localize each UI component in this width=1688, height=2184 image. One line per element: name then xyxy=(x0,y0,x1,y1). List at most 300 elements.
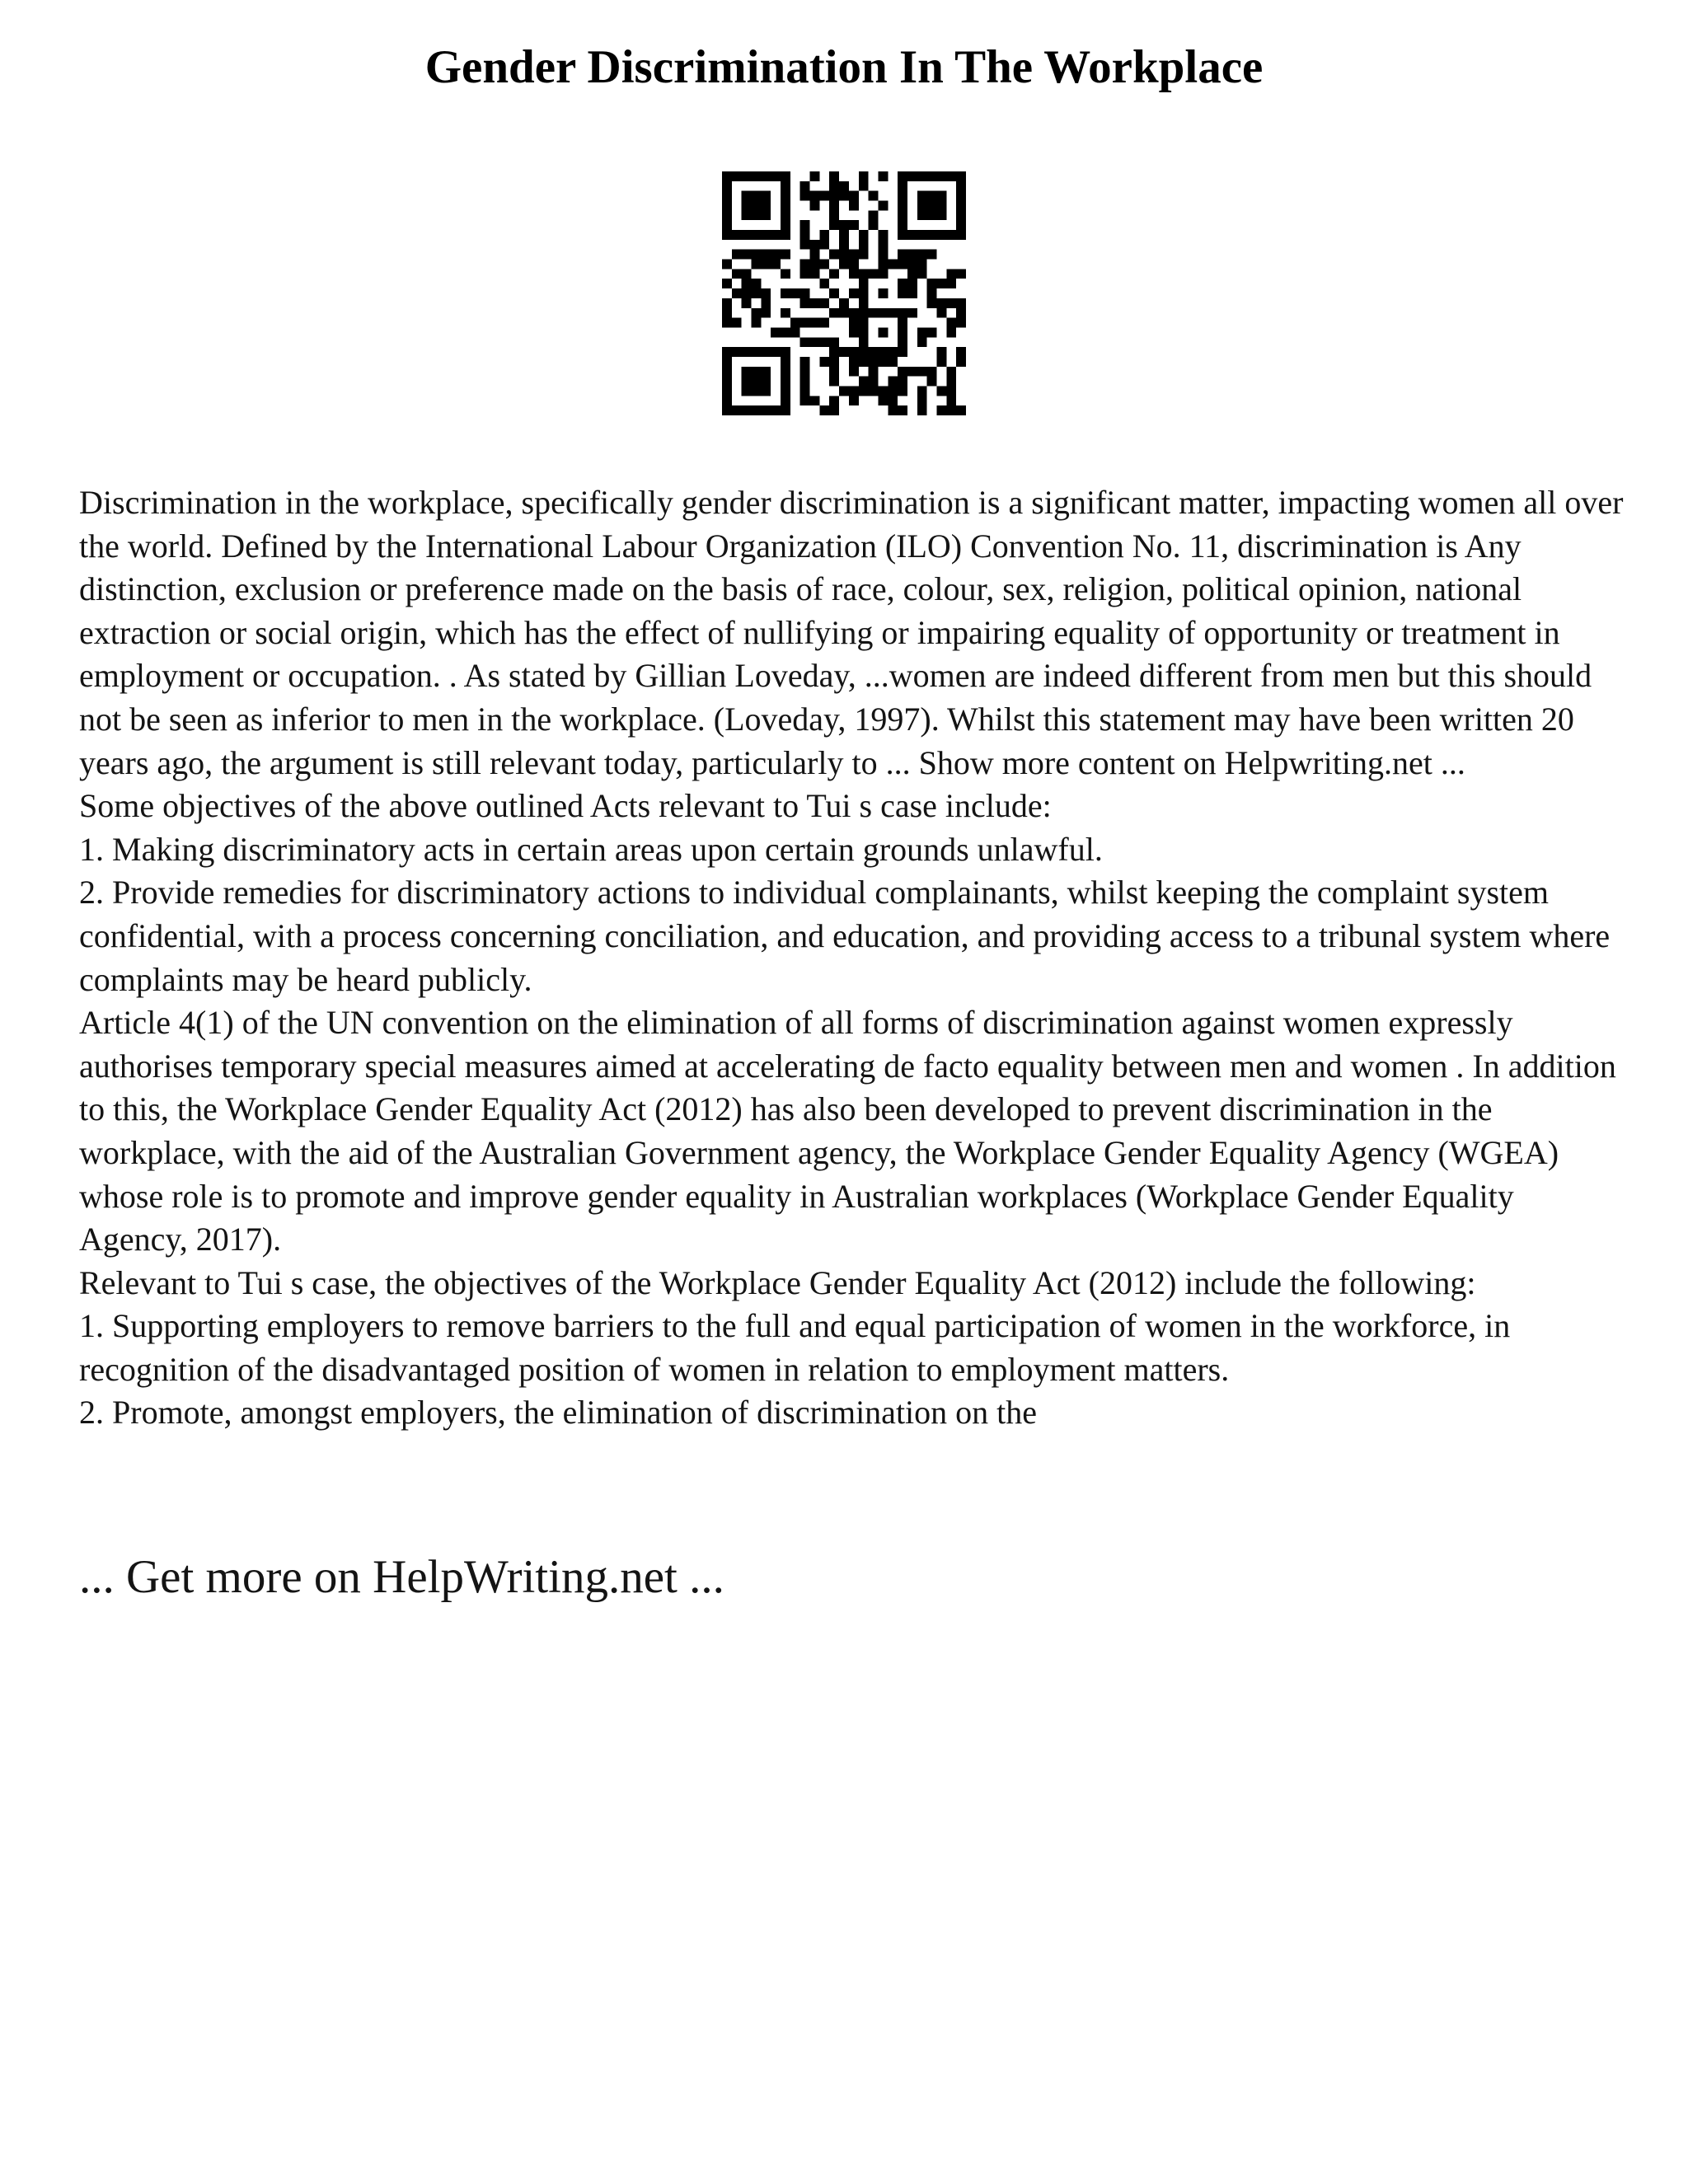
qr-module xyxy=(781,288,790,298)
qr-module xyxy=(946,367,956,377)
qr-module xyxy=(761,171,771,181)
qr-module xyxy=(888,396,898,405)
qr-module xyxy=(917,405,927,415)
qr-module xyxy=(869,210,879,220)
qr-module xyxy=(781,327,790,337)
qr-module xyxy=(839,240,849,250)
qr-module xyxy=(859,327,869,337)
qr-module xyxy=(946,269,956,279)
qr-module xyxy=(742,210,752,220)
qr-module xyxy=(829,288,839,298)
qr-module xyxy=(761,347,771,357)
qr-module xyxy=(752,347,762,357)
qr-module xyxy=(742,201,752,211)
qr-module xyxy=(946,327,956,337)
qr-module xyxy=(742,367,752,377)
qr-code-icon[interactable] xyxy=(722,171,966,415)
qr-module xyxy=(839,386,849,396)
qr-module xyxy=(829,269,839,279)
qr-module xyxy=(927,279,937,288)
qr-module xyxy=(878,201,888,211)
qr-module xyxy=(829,201,839,211)
qr-module xyxy=(917,327,927,337)
qr-module xyxy=(907,230,917,240)
qr-module xyxy=(829,347,839,357)
qr-module xyxy=(898,288,907,298)
qr-module xyxy=(946,279,956,288)
qr-module xyxy=(781,347,790,357)
paragraph-article-4: Article 4(1) of the UN convention on the elimination of all forms of discrimination against women expressly authorises temporary special measures aimed at accelerating de facto equality between men and women . In addition to this, the Workplace Gender Equality Act (2012) has also been developed to prevent discrimination in the workplace, with the aid of the Australian Government agency, the Workplace Gender Equality Agency (WGEA) whose role is to promote and improve gender equality in Australian workplaces (Workplace Gender Equality Agency, 2017). xyxy=(79,1004,1616,1258)
qr-module xyxy=(800,220,810,230)
qr-module xyxy=(927,367,937,377)
qr-module xyxy=(859,347,869,357)
qr-module xyxy=(839,347,849,357)
qr-module xyxy=(800,260,810,269)
qr-module xyxy=(956,347,966,357)
qr-module xyxy=(771,171,781,181)
qr-module xyxy=(810,337,820,347)
qr-module xyxy=(956,269,966,279)
qr-module xyxy=(849,269,859,279)
qr-module xyxy=(849,357,859,367)
qr-module xyxy=(790,318,800,328)
qr-module xyxy=(859,357,869,367)
qr-module xyxy=(752,405,762,415)
qr-module xyxy=(800,367,810,377)
qr-module xyxy=(927,191,937,201)
qr-module xyxy=(722,308,732,318)
qr-module xyxy=(800,298,810,308)
qr-module xyxy=(917,250,927,260)
qr-module xyxy=(898,327,907,337)
qr-module xyxy=(810,240,820,250)
qr-module xyxy=(722,201,732,211)
qr-module xyxy=(936,210,946,220)
qr-module xyxy=(810,171,820,181)
qr-module xyxy=(946,396,956,405)
qr-module xyxy=(849,386,859,396)
qr-module xyxy=(742,377,752,387)
qr-module xyxy=(839,230,849,240)
qr-module xyxy=(917,396,927,405)
qr-module xyxy=(829,171,839,181)
qr-module xyxy=(869,386,879,396)
qr-module xyxy=(800,288,810,298)
qr-module xyxy=(742,347,752,357)
qr-module xyxy=(927,210,937,220)
qr-module xyxy=(917,201,927,211)
qr-module xyxy=(907,279,917,288)
qr-module xyxy=(732,318,742,328)
qr-module xyxy=(839,220,849,230)
qr-module xyxy=(956,210,966,220)
qr-module xyxy=(752,260,762,269)
qr-module xyxy=(722,318,732,328)
qr-module xyxy=(898,171,907,181)
qr-module xyxy=(752,318,762,328)
qr-module xyxy=(898,260,907,269)
qr-module xyxy=(742,230,752,240)
qr-module xyxy=(761,260,771,269)
qr-module xyxy=(917,260,927,269)
qr-module xyxy=(829,220,839,230)
qr-module xyxy=(829,181,839,191)
qr-module xyxy=(927,250,937,260)
list-item-objective-1: 1. Making discriminatory acts in certain areas upon certain grounds unlawful. xyxy=(79,830,1103,868)
qr-module xyxy=(946,386,956,396)
qr-module xyxy=(888,347,898,357)
qr-module xyxy=(810,201,820,211)
qr-module xyxy=(839,260,849,269)
qr-module xyxy=(819,240,829,250)
qr-module xyxy=(849,327,859,337)
qr-module xyxy=(956,171,966,181)
document-body xyxy=(79,481,1629,1435)
qr-module xyxy=(761,298,771,308)
qr-module xyxy=(956,298,966,308)
qr-module xyxy=(917,269,927,279)
qr-module xyxy=(752,230,762,240)
qr-module xyxy=(790,288,800,298)
qr-module xyxy=(878,308,888,318)
qr-module xyxy=(742,250,752,260)
qr-code-graphic xyxy=(722,171,966,415)
qr-module xyxy=(810,269,820,279)
list-item-wgea-objective-2: 2. Promote, amongst employers, the elimination of discrimination on the xyxy=(79,1394,1038,1432)
qr-module xyxy=(800,396,810,405)
qr-module xyxy=(781,191,790,201)
qr-module xyxy=(761,367,771,377)
qr-module xyxy=(869,347,879,357)
document-title: Gender Discrimination In The Workplace xyxy=(424,41,1264,93)
qr-module xyxy=(927,171,937,181)
qr-module xyxy=(722,367,732,377)
qr-module xyxy=(810,250,820,260)
qr-module xyxy=(936,347,946,357)
qr-module xyxy=(839,181,849,191)
qr-module xyxy=(956,357,966,367)
qr-module xyxy=(732,171,742,181)
qr-module xyxy=(781,367,790,377)
qr-module xyxy=(946,405,956,415)
qr-module xyxy=(819,318,829,328)
qr-module xyxy=(898,367,907,377)
qr-module xyxy=(927,377,937,387)
qr-module xyxy=(936,201,946,211)
qr-module xyxy=(936,405,946,415)
qr-module xyxy=(819,357,829,367)
qr-module xyxy=(781,250,790,260)
qr-module xyxy=(878,230,888,240)
qr-module xyxy=(898,386,907,396)
qr-module xyxy=(898,201,907,211)
qr-module xyxy=(956,191,966,201)
paragraph-wgea-objectives-intro: Relevant to Tui s case, the objectives of the Workplace Gender Equality Act (2012) include the following: xyxy=(79,1263,1476,1301)
qr-module xyxy=(781,230,790,240)
qr-module xyxy=(869,357,879,367)
qr-module xyxy=(878,250,888,260)
qr-module xyxy=(722,191,732,201)
qr-module xyxy=(761,377,771,387)
qr-module xyxy=(761,250,771,260)
qr-module xyxy=(956,181,966,191)
qr-module xyxy=(898,347,907,357)
qr-module xyxy=(781,396,790,405)
qr-module xyxy=(849,347,859,357)
qr-module xyxy=(849,250,859,260)
qr-module xyxy=(771,327,781,337)
qr-module xyxy=(907,171,917,181)
qr-module xyxy=(946,298,956,308)
qr-module xyxy=(956,318,966,328)
qr-module xyxy=(956,220,966,230)
qr-module xyxy=(839,308,849,318)
qr-module xyxy=(927,230,937,240)
qr-module xyxy=(859,386,869,396)
qr-module xyxy=(917,171,927,181)
qr-module xyxy=(878,269,888,279)
qr-module xyxy=(800,191,810,201)
qr-module xyxy=(849,191,859,201)
qr-module xyxy=(898,405,907,415)
qr-module xyxy=(722,181,732,191)
qr-module xyxy=(800,230,810,240)
qr-module xyxy=(752,201,762,211)
qr-module xyxy=(927,201,937,211)
qr-module xyxy=(781,220,790,230)
qr-module xyxy=(761,210,771,220)
qr-module xyxy=(800,377,810,387)
qr-module xyxy=(898,181,907,191)
qr-module xyxy=(878,288,888,298)
qr-module xyxy=(722,386,732,396)
qr-module xyxy=(829,250,839,260)
qr-module xyxy=(907,250,917,260)
get-more-link[interactable]: ... Get more on HelpWriting.net ... xyxy=(79,1551,724,1603)
qr-module xyxy=(839,298,849,308)
qr-module xyxy=(907,288,917,298)
qr-module xyxy=(752,308,762,318)
qr-module xyxy=(742,386,752,396)
qr-module xyxy=(956,230,966,240)
qr-module xyxy=(888,260,898,269)
qr-module xyxy=(800,240,810,250)
qr-module xyxy=(936,308,946,318)
qr-module xyxy=(946,377,956,387)
qr-module xyxy=(810,318,820,328)
qr-module xyxy=(771,405,781,415)
qr-module xyxy=(898,210,907,220)
qr-module xyxy=(771,260,781,269)
qr-module xyxy=(752,191,762,201)
qr-module xyxy=(869,191,879,201)
qr-module xyxy=(752,250,762,260)
qr-module xyxy=(810,298,820,308)
qr-module xyxy=(849,220,859,230)
qr-module xyxy=(898,220,907,230)
qr-module xyxy=(781,405,790,415)
qr-module xyxy=(898,250,907,260)
qr-module xyxy=(819,230,829,240)
qr-module xyxy=(732,230,742,240)
qr-module xyxy=(781,386,790,396)
qr-module xyxy=(869,308,879,318)
qr-module xyxy=(800,337,810,347)
qr-module xyxy=(859,171,869,181)
qr-module xyxy=(781,181,790,191)
qr-module xyxy=(869,220,879,230)
qr-module xyxy=(742,269,752,279)
qr-module xyxy=(800,357,810,367)
qr-module xyxy=(878,327,888,337)
qr-module xyxy=(732,269,742,279)
qr-module xyxy=(849,201,859,211)
qr-module xyxy=(946,230,956,240)
qr-module xyxy=(732,405,742,415)
qr-module xyxy=(859,298,869,308)
qr-module xyxy=(761,230,771,240)
qr-module xyxy=(722,220,732,230)
qr-module xyxy=(742,191,752,201)
qr-module xyxy=(849,308,859,318)
qr-module xyxy=(829,357,839,367)
qr-module xyxy=(859,337,869,347)
qr-module xyxy=(781,269,790,279)
qr-module xyxy=(819,298,829,308)
qr-module xyxy=(752,386,762,396)
qr-module xyxy=(781,308,790,318)
qr-module xyxy=(722,230,732,240)
qr-module xyxy=(722,377,732,387)
paragraph-intro: Discrimination in the workplace, specifically gender discrimination is a significant matter, impacting women all over the world. Defined by the International Labour Organization (ILO) Convention No. 11, discrimination is Any distinction, exclusion or preference made on the basis of race, colour, sex, religion, political opinion, national extraction or social origin, which has the effect of nullifying or impairing equality of opportunity or treatment in employment or occupation. . As stated by Gillian Loveday, ...women are indeed different from men but this should not be seen as inferior to men in the workplace. (Loveday, 1997). Whilst this statement may have been written 20 years ago, the argument is still relevant today, particularly to ... Show more content on Helpwriting.net ... xyxy=(79,484,1624,781)
qr-module xyxy=(800,386,810,396)
qr-module xyxy=(878,171,888,181)
qr-module xyxy=(829,308,839,318)
qr-module xyxy=(878,357,888,367)
qr-module xyxy=(752,288,762,298)
qr-module xyxy=(790,327,800,337)
qr-module xyxy=(752,367,762,377)
qr-module xyxy=(829,191,839,201)
qr-module xyxy=(859,377,869,387)
qr-module xyxy=(781,201,790,211)
qr-module xyxy=(888,405,898,415)
qr-module xyxy=(819,405,829,415)
list-item-objective-2: 2. Provide remedies for discriminatory actions to individual complainants, whilst keeping the complaint system confidential, with a process concerning conciliation, and education, and providing access to a tribunal system where complaints may be heard publicly. xyxy=(79,874,1611,998)
qr-module xyxy=(878,240,888,250)
qr-module xyxy=(898,191,907,201)
qr-module xyxy=(742,288,752,298)
qr-module xyxy=(859,288,869,298)
qr-module xyxy=(859,181,869,191)
qr-module xyxy=(761,405,771,415)
qr-module xyxy=(771,230,781,240)
qr-module xyxy=(761,386,771,396)
qr-module xyxy=(829,337,839,347)
qr-module xyxy=(917,386,927,396)
qr-module xyxy=(742,279,752,288)
qr-module xyxy=(907,260,917,269)
qr-module xyxy=(956,405,966,415)
qr-module xyxy=(722,405,732,415)
qr-module xyxy=(898,230,907,240)
qr-module xyxy=(752,377,762,387)
qr-module xyxy=(898,337,907,347)
qr-module xyxy=(917,230,927,240)
qr-module xyxy=(810,191,820,201)
qr-module xyxy=(888,377,898,387)
qr-module xyxy=(936,298,946,308)
qr-module xyxy=(927,288,937,298)
qr-module xyxy=(917,337,927,347)
qr-module xyxy=(946,318,956,328)
qr-module xyxy=(898,308,907,318)
qr-module xyxy=(859,230,869,240)
qr-module xyxy=(936,357,946,367)
qr-module xyxy=(722,171,732,181)
qr-module xyxy=(936,230,946,240)
qr-module xyxy=(859,279,869,288)
qr-module xyxy=(781,377,790,387)
qr-module xyxy=(742,405,752,415)
qr-module xyxy=(752,279,762,288)
qr-module xyxy=(849,318,859,328)
qr-module xyxy=(781,171,790,181)
qr-module xyxy=(927,298,937,308)
qr-module xyxy=(839,250,849,260)
qr-module xyxy=(761,288,771,298)
qr-module xyxy=(917,191,927,201)
qr-module xyxy=(907,308,917,318)
qr-module xyxy=(946,171,956,181)
qr-module xyxy=(819,191,829,201)
qr-module xyxy=(829,396,839,405)
qr-module xyxy=(742,298,752,308)
qr-module xyxy=(936,171,946,181)
qr-module xyxy=(936,386,946,396)
qr-module xyxy=(819,260,829,269)
qr-module xyxy=(859,240,869,250)
qr-module xyxy=(732,288,742,298)
qr-module xyxy=(752,210,762,220)
qr-module xyxy=(800,269,810,279)
qr-module xyxy=(771,347,781,357)
list-item-wgea-objective-1: 1. Supporting employers to remove barriers to the full and equal participation of women in the workforce, in recognition of the disadvantaged position of women in relation to employment matters. xyxy=(79,1307,1511,1388)
qr-module xyxy=(722,396,732,405)
qr-module xyxy=(781,357,790,367)
qr-module xyxy=(722,210,732,220)
qr-module xyxy=(761,201,771,211)
qr-module xyxy=(878,386,888,396)
qr-module xyxy=(732,347,742,357)
qr-module xyxy=(800,181,810,191)
qr-module xyxy=(869,377,879,387)
qr-module xyxy=(917,210,927,220)
qr-module xyxy=(732,250,742,260)
qr-module xyxy=(761,308,771,318)
qr-module xyxy=(849,288,859,298)
qr-module xyxy=(810,260,820,269)
qr-module xyxy=(936,279,946,288)
qr-module xyxy=(752,171,762,181)
qr-module xyxy=(722,298,732,308)
qr-module xyxy=(849,367,859,377)
qr-module xyxy=(849,260,859,269)
qr-module xyxy=(819,337,829,347)
qr-module xyxy=(761,191,771,201)
paragraph-objectives-intro: Some objectives of the above outlined Acts relevant to Tui s case include: xyxy=(79,787,1052,825)
qr-module xyxy=(859,250,869,260)
